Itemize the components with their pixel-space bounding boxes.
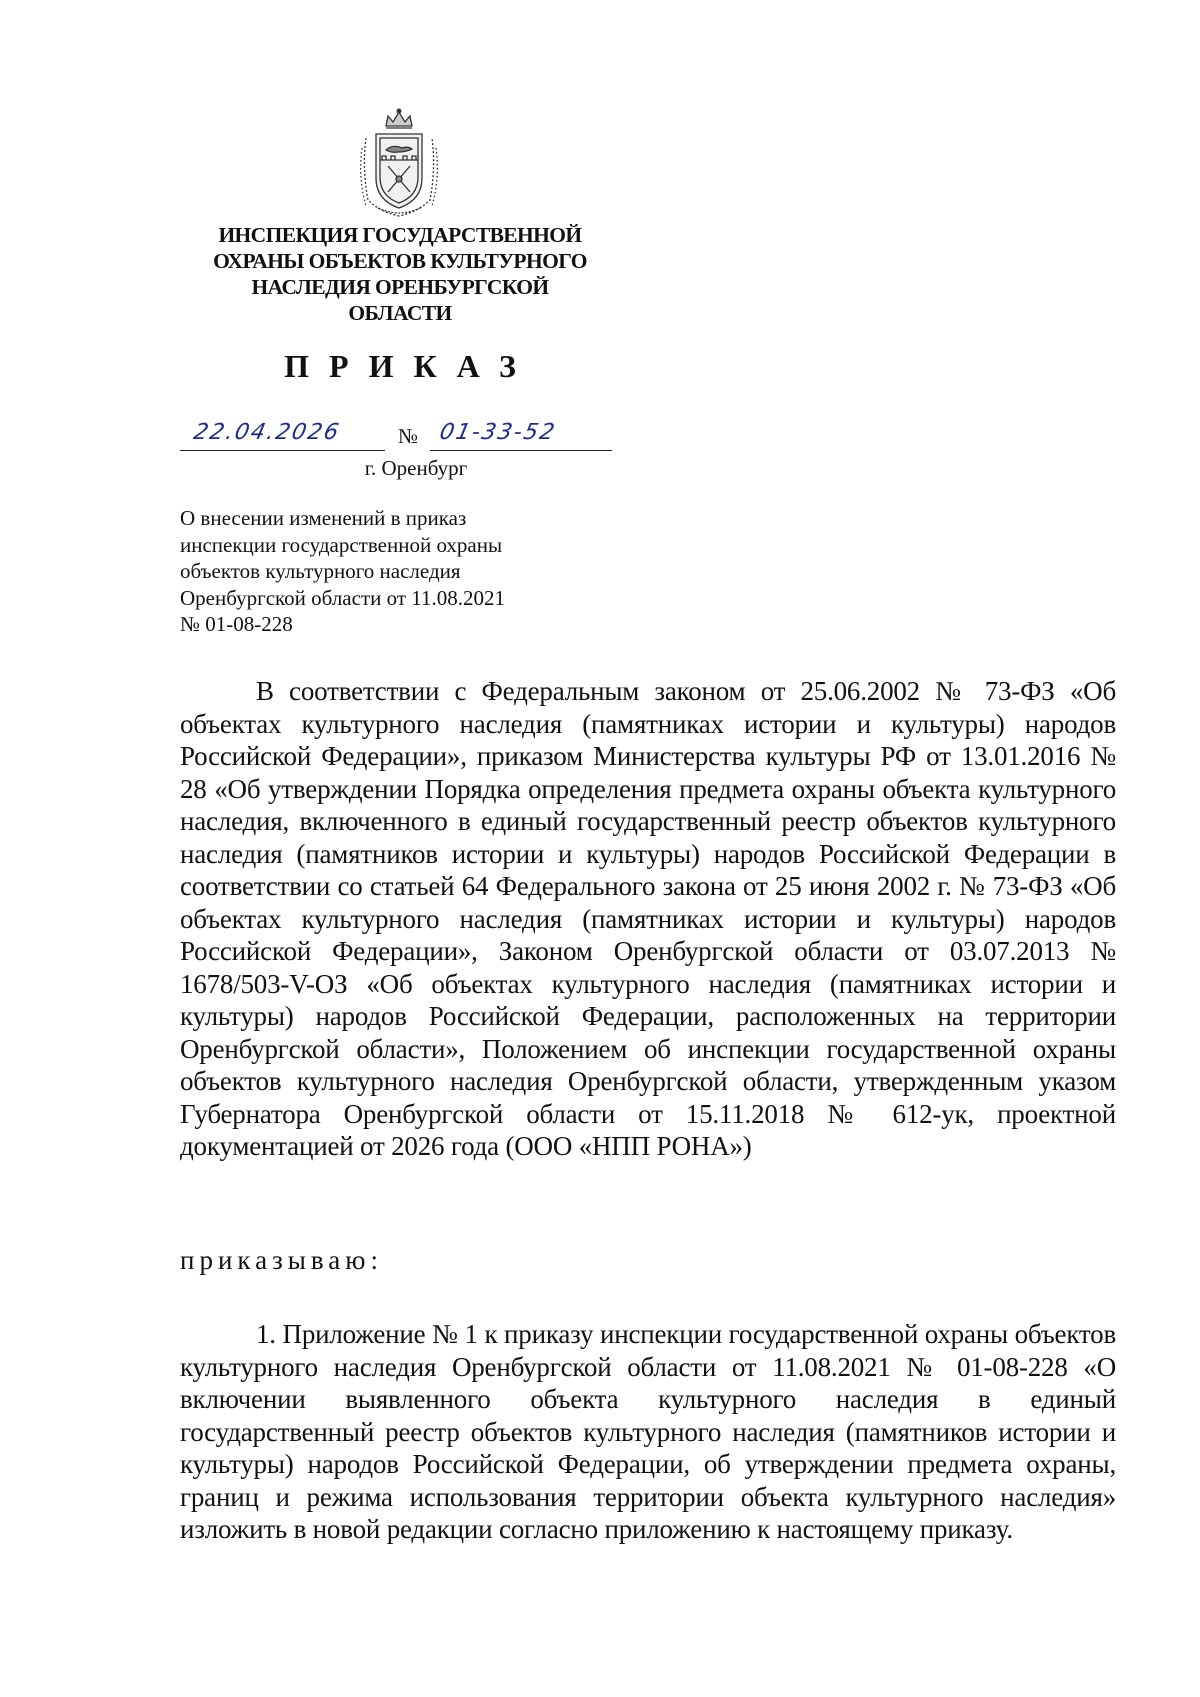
authority-line: ОБЛАСТИ [348,301,452,325]
city-of-issue: г. Оренбург [364,456,468,480]
subject-block [180,505,600,638]
subject-line: № 01-08-228 [180,612,293,636]
document-type-title: ПРИКАЗ [284,348,536,384]
handwritten-date: 22.04.2026 [191,420,343,445]
preamble-paragraph: В соответствии с Федеральным законом от 25.06.2002 № 73-ФЗ «Об объектах культурного наследия (памятниках истории и культуры) народов Российской Федерации», приказом Министерства культуры РФ от 13.01.2016 № 28 «Об утверждении Порядка определения предмета охраны объекта культурного наследия, включенного в единый государственный реестр объектов культурного наследия (памятников истории и культуры) народов Российской Федерации в соответствии со статьей 64 Федерального закона от 25 июня 2002 г. № 73-ФЗ «Об объектах культурного наследия (памятниках истории и культуры) народов Российской Федерации», Законом Оренбургской области от 03.07.2013 № 1678/503-V-ОЗ «Об объектах культурного наследия (памятниках истории и культуры) народов Российской Федерации, расположенных на территории Оренбургской области», Положением об инспекции государственной охраны объектов культурного наследия Оренбургской области, утвержденным указом Губернатора Оренбургской области от 15.11.2018 № 612-ук, проектной документацией от 2026 года (ООО «НПП РОНА») [180,676,1116,1161]
number-sign: № [398,424,419,448]
orders-word: приказываю: [180,1245,383,1275]
order-item-1: 1. Приложение № 1 к приказу инспекции государственной охраны объектов культурного наследия Оренбургской области от 11.08.2021 № 01-08-228 «О включении выявленного объекта культурного наследия в единый государственный реестр объектов культурного наследия (памятников истории и культуры) народов Российской Федерации, об утверждении предмета охраны, границ и режима использования территории объекта культурного наследия» изложить в новой редакции согласно приложению к настоящему приказу. [180,1319,1116,1544]
subject-line: инспекции государственной охраны [180,532,503,557]
subject-line: О внесении изменений в приказ [180,506,467,530]
handwritten-number: 01-33-52 [437,420,559,445]
number-field [430,420,612,451]
date-field [180,420,385,451]
authority-line: НАСЛЕДИЯ ОРЕНБУРГСКОЙ [251,275,549,299]
subject-line: Оренбургской области от 11.08.2021 [180,585,505,610]
subject-line: объектов культурного наследия [180,559,461,583]
authority-line: ОХРАНЫ ОБЪЕКТОВ КУЛЬТУРНОГО [213,249,587,273]
authority-line: ИНСПЕКЦИЯ ГОСУДАРСТВЕННОЙ [218,223,582,247]
issuing-authority [180,222,620,326]
orenburg-coat-of-arms-icon [358,108,440,218]
